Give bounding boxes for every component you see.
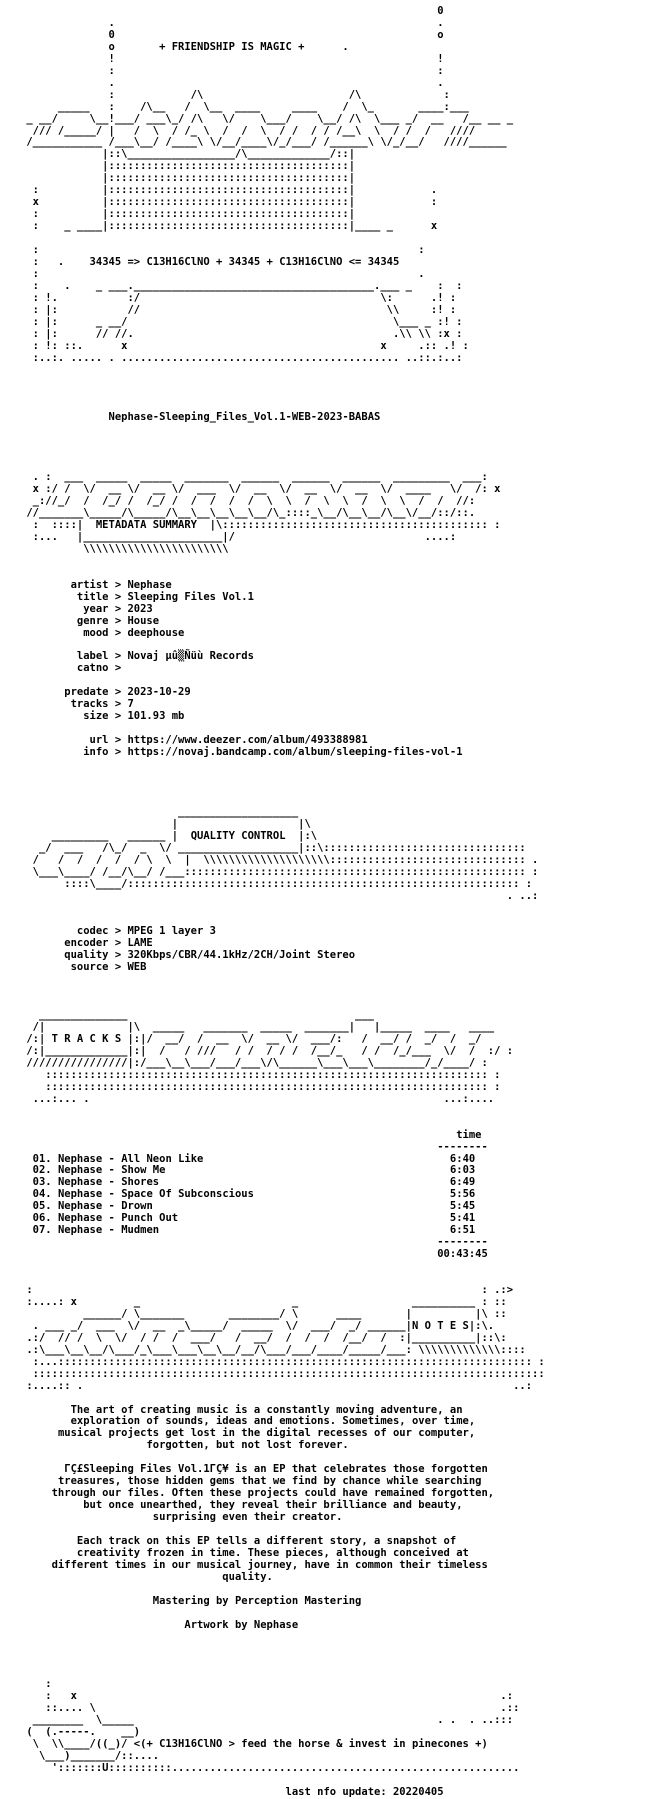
header-formula: 34345 => C13H16ClNO + 34345 + C13H16ClNO <= 34345: [89, 256, 400, 269]
meta-title-value: Sleeping Files Vol.1: [127, 590, 254, 603]
art-line: [20, 1632, 545, 1644]
art-line: [20, 1106, 545, 1118]
art-line: [20, 974, 545, 986]
footer-slogan: <(+ C13H16ClNO > feed the horse & invest in pinecones +): [133, 1738, 488, 1751]
art-line: :....:: . ..:: [20, 1379, 533, 1392]
art-line: :::::::::::::::::::::::::::::::::::::::::::::::::::::::::::::::::::::::::::::::::: [20, 1367, 545, 1380]
art-line: [20, 986, 545, 998]
art-line: ////////////////|:/___\__\___/___/___\/\______\___\___\________/_/____/ :: [20, 1056, 488, 1069]
track-artist: Nephase: [57, 1200, 103, 1213]
footer-slogan-line: \ \\____/((_)/ <(+ C13H16ClNO > feed the horse & invest in pinecones +): [20, 1738, 488, 1751]
art-line: : _ ____|::::::::::::::::::::::::::::::::::::::|____ _ x: [20, 220, 438, 233]
track-artist: Nephase: [57, 1212, 103, 1225]
notes-text: through our files. Often these projects could have remained forgotten,: [51, 1487, 495, 1500]
notes-section-title: N O T E S: [411, 1319, 469, 1332]
art-line: [20, 771, 545, 783]
art-line: /:|_____________|:| / / /// / / / / / /__/_ / / /_/___ \/ / :/ :: [20, 1044, 514, 1057]
track-time: 6:40: [449, 1152, 476, 1165]
art-line: / / / / / / \ \ | \\\\\\\\\\\\\\\\\\\\::::::::::::::::::::::::::::::: .: [20, 853, 539, 866]
art-line: /// /_____/ | / \ / /_ \ / / \ / / / / /__\ \ / / / ////: [20, 124, 476, 137]
art-line: |::\_________________/\_____________/::|: [20, 148, 356, 161]
art-line: ___________________: [20, 805, 299, 818]
notes-text: ΓÇ£Sleeping Files Vol.1ΓÇ¥ is an EP that celebrates those forgotten: [64, 1463, 488, 1476]
art-line: [20, 1261, 545, 1273]
art-line: : :: [20, 244, 425, 257]
track-time: 5:41: [449, 1212, 476, 1225]
art-line: :..:. ..... . ............................................ ..::.:..:: [20, 351, 463, 364]
art-line: [20, 1656, 545, 1668]
track-artist: Nephase: [57, 1164, 103, 1177]
art-line: [20, 568, 545, 580]
art-line: //_______\_____/\_____/\__\__\__\__\__/\_::::_\__/\__\__/\__\/__/::/::.: [20, 507, 476, 520]
art-line: _________ ______ | QUALITY CONTROL |:\: [20, 829, 318, 842]
notes-mastering: Mastering by Perception Mastering: [152, 1594, 362, 1607]
quality-row-quality: quality > 320Kbps/CBR/44.1kHz/2CH/Joint Stereo: [20, 949, 356, 962]
track-title: All Neon Like: [121, 1152, 204, 1165]
track-artist: Nephase: [57, 1152, 103, 1165]
track-number: 03.: [32, 1176, 52, 1189]
tracks-total-line: [20, 1249, 545, 1261]
track-time: 5:45: [449, 1200, 476, 1213]
track-artist: Nephase: [57, 1224, 103, 1237]
meta-row-size: size > 101.93 mb: [20, 710, 185, 723]
art-line: _/ ___ /\_/ _ \/ ___________________|::\::::::::::::::::::::::::::::::::: [20, 841, 526, 854]
meta-tracks-value: 7: [127, 698, 134, 711]
art-line: : ::::| METADATA SUMMARY |\:::::::::::::::::::::::::::::::::::::::::: :: [20, 518, 501, 531]
notes-text: forgotten, but not lost forever.: [146, 1439, 349, 1452]
meta-row-info: info > https://novaj.bandcamp.com/album/sleeping-files-vol-1: [20, 746, 463, 759]
art-line: x |::::::::::::::::::::::::::::::::::::::| :: [20, 196, 438, 209]
art-line: x :/ / \/ __ \/ __ \/ ___ \/ __ \/ __ \/ __ \/ ____ \/ /: x: [20, 483, 501, 496]
track-number: 06.: [32, 1212, 52, 1225]
track-row: 02. Nephase - Show Me 6:03: [32, 1164, 476, 1177]
meta-row-tracks: tracks > 7: [20, 698, 134, 711]
notes-text: musical projects get lost in the digital recesses of our computer,: [57, 1427, 476, 1440]
art-line: : /\ /\ :: [20, 88, 450, 101]
art-line: : :: [20, 64, 444, 77]
notes-text: quality.: [222, 1570, 273, 1583]
release-name-line: [20, 412, 545, 424]
notes-text: exploration of sounds, ideas and emotions. Sometimes, over time,: [70, 1415, 476, 1428]
track-number: 01.: [32, 1152, 52, 1165]
art-line: : |: // //. .\\ \\ :x :: [20, 327, 463, 340]
footer-update-line: [20, 1787, 545, 1799]
track-row: 06. Nephase - Punch Out 5:41: [32, 1212, 476, 1225]
release-name: Nephase-Sleeping_Files_Vol.1-WEB-2023-BABAS: [108, 411, 381, 424]
quality-section-title: QUALITY CONTROL: [190, 829, 286, 842]
art-line: ________ \_____ . . . ..:::: [20, 1714, 514, 1727]
art-line: ______/ \_______ ________/ \ ____ | |\ ::: [20, 1307, 507, 1320]
tracks-time-header: time: [456, 1128, 482, 1141]
art-line: |::::::::::::::::::::::::::::::::::::::|: [20, 160, 356, 173]
art-line: : |: _ __/ \___ _ :! :: [20, 315, 463, 328]
art-line: : |::::::::::::::::::::::::::::::::::::::| .: [20, 184, 438, 197]
art-line: [20, 436, 545, 448]
nfo-document: [20, 6, 545, 1799]
meta-mood-value: deephouse: [127, 626, 185, 639]
quality-source-value: WEB: [127, 961, 147, 974]
notes-mastering-line: [20, 1596, 545, 1608]
meta-row-predate: predate > 2023-10-29: [20, 686, 191, 699]
art-line: : . _ ___.______________________________________.___ _ : :: [20, 279, 463, 292]
track-time: 5:56: [449, 1188, 476, 1201]
track-title: Drown: [121, 1200, 153, 1213]
notes-text: different times in our musical journey, have in common their timeless: [51, 1558, 488, 1571]
track-title: Shores: [121, 1176, 160, 1189]
meta-row-url: url > https://www.deezer.com/album/493388981: [20, 734, 368, 747]
track-number: 05.: [32, 1200, 52, 1213]
art-line: [20, 424, 545, 436]
tracks-section-title: T R A C K S: [51, 1032, 122, 1045]
meta-genre-value: House: [127, 614, 160, 627]
meta-row-mood: mood > deephouse: [20, 626, 185, 639]
art-line: \___)_______/::....: [20, 1750, 160, 1763]
notes-p1-line: [20, 1440, 545, 1452]
track-artist: Nephase: [57, 1176, 103, 1189]
art-line: :....: x _ _ __________ : ::: [20, 1295, 507, 1308]
art-line: : . 34345 => C13H16ClNO + 34345 + C13H16ClNO <= 34345: [20, 256, 400, 269]
art-line: ...:... . ...:....: [20, 1092, 495, 1105]
meta-url-value: https://www.deezer.com/album/493388981: [127, 734, 368, 747]
meta-row-genre: genre > House: [20, 614, 160, 627]
art-line: --------: [20, 1140, 488, 1153]
tracks-time-header-line: [20, 1130, 545, 1142]
art-line: |::::::::::::::::::::::::::::::::::::::|: [20, 172, 356, 185]
meta-predate-value: 2023-10-29: [127, 686, 191, 699]
notes-text: surprising even their creator.: [152, 1511, 343, 1524]
meta-artist-value: Nephase: [127, 578, 172, 591]
track-number: 04.: [32, 1188, 52, 1201]
art-line: --------: [20, 1236, 488, 1249]
art-line: /| |\ _____ _______ _____ _______| |_____ ____ ____: [20, 1021, 495, 1034]
art-line: /:| T R A C K S |:|/ __/ / __ \/ __ \/ ___/: / __/ / _/ / _/: [20, 1032, 482, 1045]
notes-text: Each track on this EP tells a different story, a snapshot of: [76, 1535, 457, 1547]
art-line: : .: [20, 267, 425, 280]
metadata-section-title: METADATA SUMMARY: [95, 518, 198, 531]
tracks-total: 00:43:45: [437, 1248, 488, 1261]
track-title: Punch Out: [121, 1212, 179, 1225]
notes-text: treasures, those hidden gems that we find by chance while searching: [57, 1475, 482, 1488]
track-row: 07. Nephase - Mudmen 6:51: [32, 1224, 476, 1237]
art-line: : !: ::. x x .:: .! :: [20, 339, 469, 352]
art-line: o + FRIENDSHIP IS MAGIC + .: [20, 40, 349, 53]
art-line: [20, 377, 545, 389]
notes-artwork: Artwork by Nephase: [184, 1618, 299, 1631]
art-line: . .: [20, 76, 444, 89]
art-line: _____ : /\__ / \__ ____ ____ / \_ ____:___: [20, 100, 469, 113]
quality-row-source: source > WEB: [20, 961, 147, 974]
art-line: 0: [20, 5, 444, 17]
meta-row-artist: artist > Nephase: [20, 578, 172, 591]
meta-info-value: https://novaj.bandcamp.com/album/sleeping-files-vol-1: [127, 746, 463, 759]
meta-year-value: 2023: [127, 602, 153, 615]
art-line: [20, 902, 545, 914]
art-line: :...::::::::::::::::::::::::::::::::::::::::::::::::::::::::::::::::::::::::::: :: [20, 1355, 545, 1368]
art-line: _ __/ \__!___/ ___\_/ /\ \/ \___/ \__/ /\ \___ _/ __ /__ __ _: [20, 112, 514, 125]
quality-codec-value: MPEG 1 layer 3: [127, 925, 216, 938]
art-line: ':::::::U::::::::::.......................................................: [20, 1762, 520, 1775]
notes-text: creativity frozen in time. These pieces, although conceived at: [76, 1546, 469, 1559]
notes-text: The art of creating music is a constantly moving adventure, an: [70, 1403, 463, 1416]
header-tagline: + FRIENDSHIP IS MAGIC +: [159, 40, 305, 53]
art-line: :::::::::::::::::::::::::::::::::::::::::::::::::::::::::::::::::::::: :: [20, 1068, 501, 1081]
art-line: ::.... \ .::: [20, 1702, 520, 1715]
quality-row-codec: codec > MPEG 1 layer 3: [20, 925, 216, 938]
art-line: .:\___\__\__/\___/_\___\___\__\__/__/\___/___/____/_____/___: \\\\\\\\\\\\\::::: [20, 1343, 526, 1356]
track-row: 03. Nephase - Shores 6:49: [32, 1176, 476, 1189]
art-line: . ..:: [20, 889, 539, 902]
art-line: : x .:: [20, 1690, 514, 1703]
quality-encoder-value: LAME: [127, 937, 153, 950]
art-line: :... |______________________|/ ....:: [20, 530, 457, 543]
meta-row-title: title > Sleeping Files Vol.1: [20, 590, 254, 603]
art-line: : !. :/ \: .! :: [20, 291, 457, 304]
art-line: . .: [20, 16, 444, 29]
art-line: [20, 365, 545, 377]
notes-p2-line: [20, 1512, 545, 1524]
art-line: | |\: [20, 817, 311, 830]
art-line: :: [20, 1678, 52, 1691]
art-line: ! !: [20, 52, 444, 65]
art-line: [20, 389, 545, 401]
track-artist: Nephase: [57, 1188, 103, 1201]
art-line: \\\\\\\\\\\\\\\\\\\\\\\: [20, 542, 229, 555]
art-line: _://_/ / /_/ / /_/ / / / / / \ \ / \ \ / \ \ / / //:: [20, 495, 476, 508]
meta-row-year: year > 2023: [20, 602, 153, 615]
footer-last-update: last nfo update: 20220405: [285, 1786, 444, 1799]
art-line: [20, 556, 545, 568]
art-line: : : .:>: [20, 1283, 514, 1296]
meta-size-value: 101.93 mb: [127, 710, 185, 723]
art-line: ( (.-----. __): [20, 1726, 141, 1739]
art-line: : |::::::::::::::::::::::::::::::::::::::|: [20, 208, 356, 221]
art-line: ______________ ___: [20, 1009, 375, 1022]
art-line: [20, 783, 545, 795]
track-time: 6:51: [449, 1224, 476, 1237]
track-number: 02.: [32, 1164, 52, 1177]
track-title: Mudmen: [121, 1224, 160, 1237]
track-row: 04. Nephase - Space Of Subconscious 5:56: [32, 1188, 476, 1201]
notes-p3-line: [20, 1572, 545, 1584]
art-line: :::::::::::::::::::::::::::::::::::::::::::::::::::::::::::::::::::::: :: [20, 1080, 501, 1093]
art-line: \___\____/ /__/\__/ /___:::::::::::::::::::::::::::::::::::::::::::::::::::::: :: [20, 865, 539, 878]
notes-text: but once unearthed, they reveal their brilliance and beauty,: [83, 1499, 463, 1512]
art-line: ::::\____/:::::::::::::::::::::::::::::::::::::::::::::::::::::::::::::: :: [20, 877, 533, 890]
art-line: [20, 759, 545, 771]
track-time: 6:49: [449, 1176, 476, 1189]
art-line: /___________ /___\__/ /____\ \/__/____\/_/___/ /______\ \/_/__/ ////______: [20, 136, 507, 149]
art-line: [20, 448, 545, 460]
art-line: . ___ _/ ___ \/ __ _\_____/ _____ \/ ___/ _/ ______|N O T E S|:\.: [20, 1319, 495, 1332]
track-number: 07.: [32, 1224, 52, 1237]
meta-row-label: label > Novaj µû▒Ñüù Records: [20, 650, 254, 663]
track-row: 05. Nephase - Drown 5:45: [32, 1200, 476, 1213]
art-line: [20, 1644, 545, 1656]
notes-artwork-line: [20, 1620, 545, 1632]
art-line: 0 o: [20, 28, 444, 41]
art-line: : |: // \\ :! :: [20, 303, 457, 316]
quality-row-encoder: encoder > LAME: [20, 937, 153, 950]
track-row: 01. Nephase - All Neon Like 6:40: [32, 1152, 476, 1165]
art-line: . : ___ _____ _____ _______ ______ ______ ______ _________ ___:: [20, 471, 488, 484]
art-line: [20, 1667, 545, 1679]
track-time: 6:03: [449, 1164, 476, 1177]
quality-quality-value: 320Kbps/CBR/44.1kHz/2CH/Joint Stereo: [127, 949, 356, 962]
track-title: Show Me: [121, 1164, 166, 1177]
art-line: .:/ // / \ \/ / / / ___/ / __/ / / / /__/ / :|__________|::\:: [20, 1331, 507, 1344]
meta-row-catno: catno >: [20, 662, 128, 675]
meta-label-value: Novaj µû▒Ñüù Records: [127, 650, 254, 663]
track-title: Space Of Subconscious: [121, 1188, 254, 1201]
